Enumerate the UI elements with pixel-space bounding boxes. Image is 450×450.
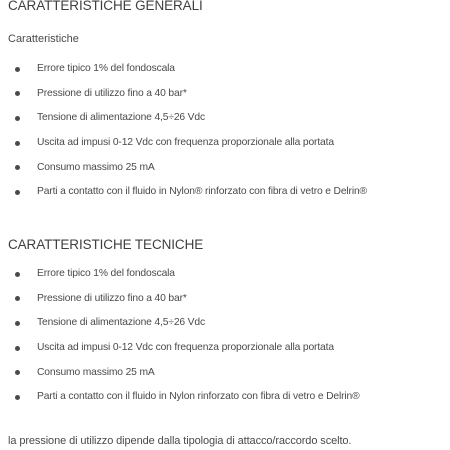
bullet-icon: [15, 116, 20, 121]
technical-heading: CARATTERISTICHE TECNICHE: [8, 237, 204, 252]
pressure-note: la pressione di utilizzo dipende dalla tipologia di attacco/raccordo scelto.: [8, 435, 352, 447]
general-subheading: Caratteristiche: [8, 33, 79, 45]
list-item-text: Pressione di utilizzo fino a 40 bar*: [37, 292, 187, 304]
list-item-text: Consumo massimo 25 mA: [37, 161, 155, 173]
list-item-text: Parti a contatto con il fluido in Nylon® rinforzato con fibra di vetro e Delrin®: [37, 186, 367, 198]
bullet-icon: [15, 190, 20, 195]
list-item-text: Parti a contatto con il fluido in Nylon rinforzato con fibra di vetro e Delrin®: [37, 391, 360, 403]
bullet-icon: [15, 395, 20, 400]
list-item-text: Uscita ad impusi 0-12 Vdc con frequenza proporzionale alla portata: [37, 342, 334, 354]
bullet-icon: [15, 321, 20, 326]
bullet-icon: [15, 67, 20, 72]
bullet-icon: [15, 296, 20, 301]
bullet-icon: [15, 141, 20, 146]
list-item-text: Tensione di alimentazione 4,5÷26 Vdc: [37, 112, 205, 124]
bullet-icon: [15, 370, 20, 375]
bullet-icon: [15, 165, 20, 170]
general-heading: CARATTERISTICHE GENERALI: [8, 0, 203, 13]
bullet-icon: [15, 272, 20, 277]
list-item-text: Errore tipico 1% del fondoscala: [37, 63, 175, 74]
list-item-text: Tensione di alimentazione 4,5÷26 Vdc: [37, 317, 205, 329]
list-item-text: Errore tipico 1% del fondoscala: [37, 268, 175, 279]
bullet-icon: [15, 91, 20, 96]
list-item-text: Uscita ad impusi 0-12 Vdc con frequenza proporzionale alla portata: [37, 137, 334, 149]
list-item-text: Consumo massimo 25 mA: [37, 366, 155, 378]
list-item-text: Pressione di utilizzo fino a 40 bar*: [37, 87, 187, 99]
bullet-icon: [15, 346, 20, 351]
